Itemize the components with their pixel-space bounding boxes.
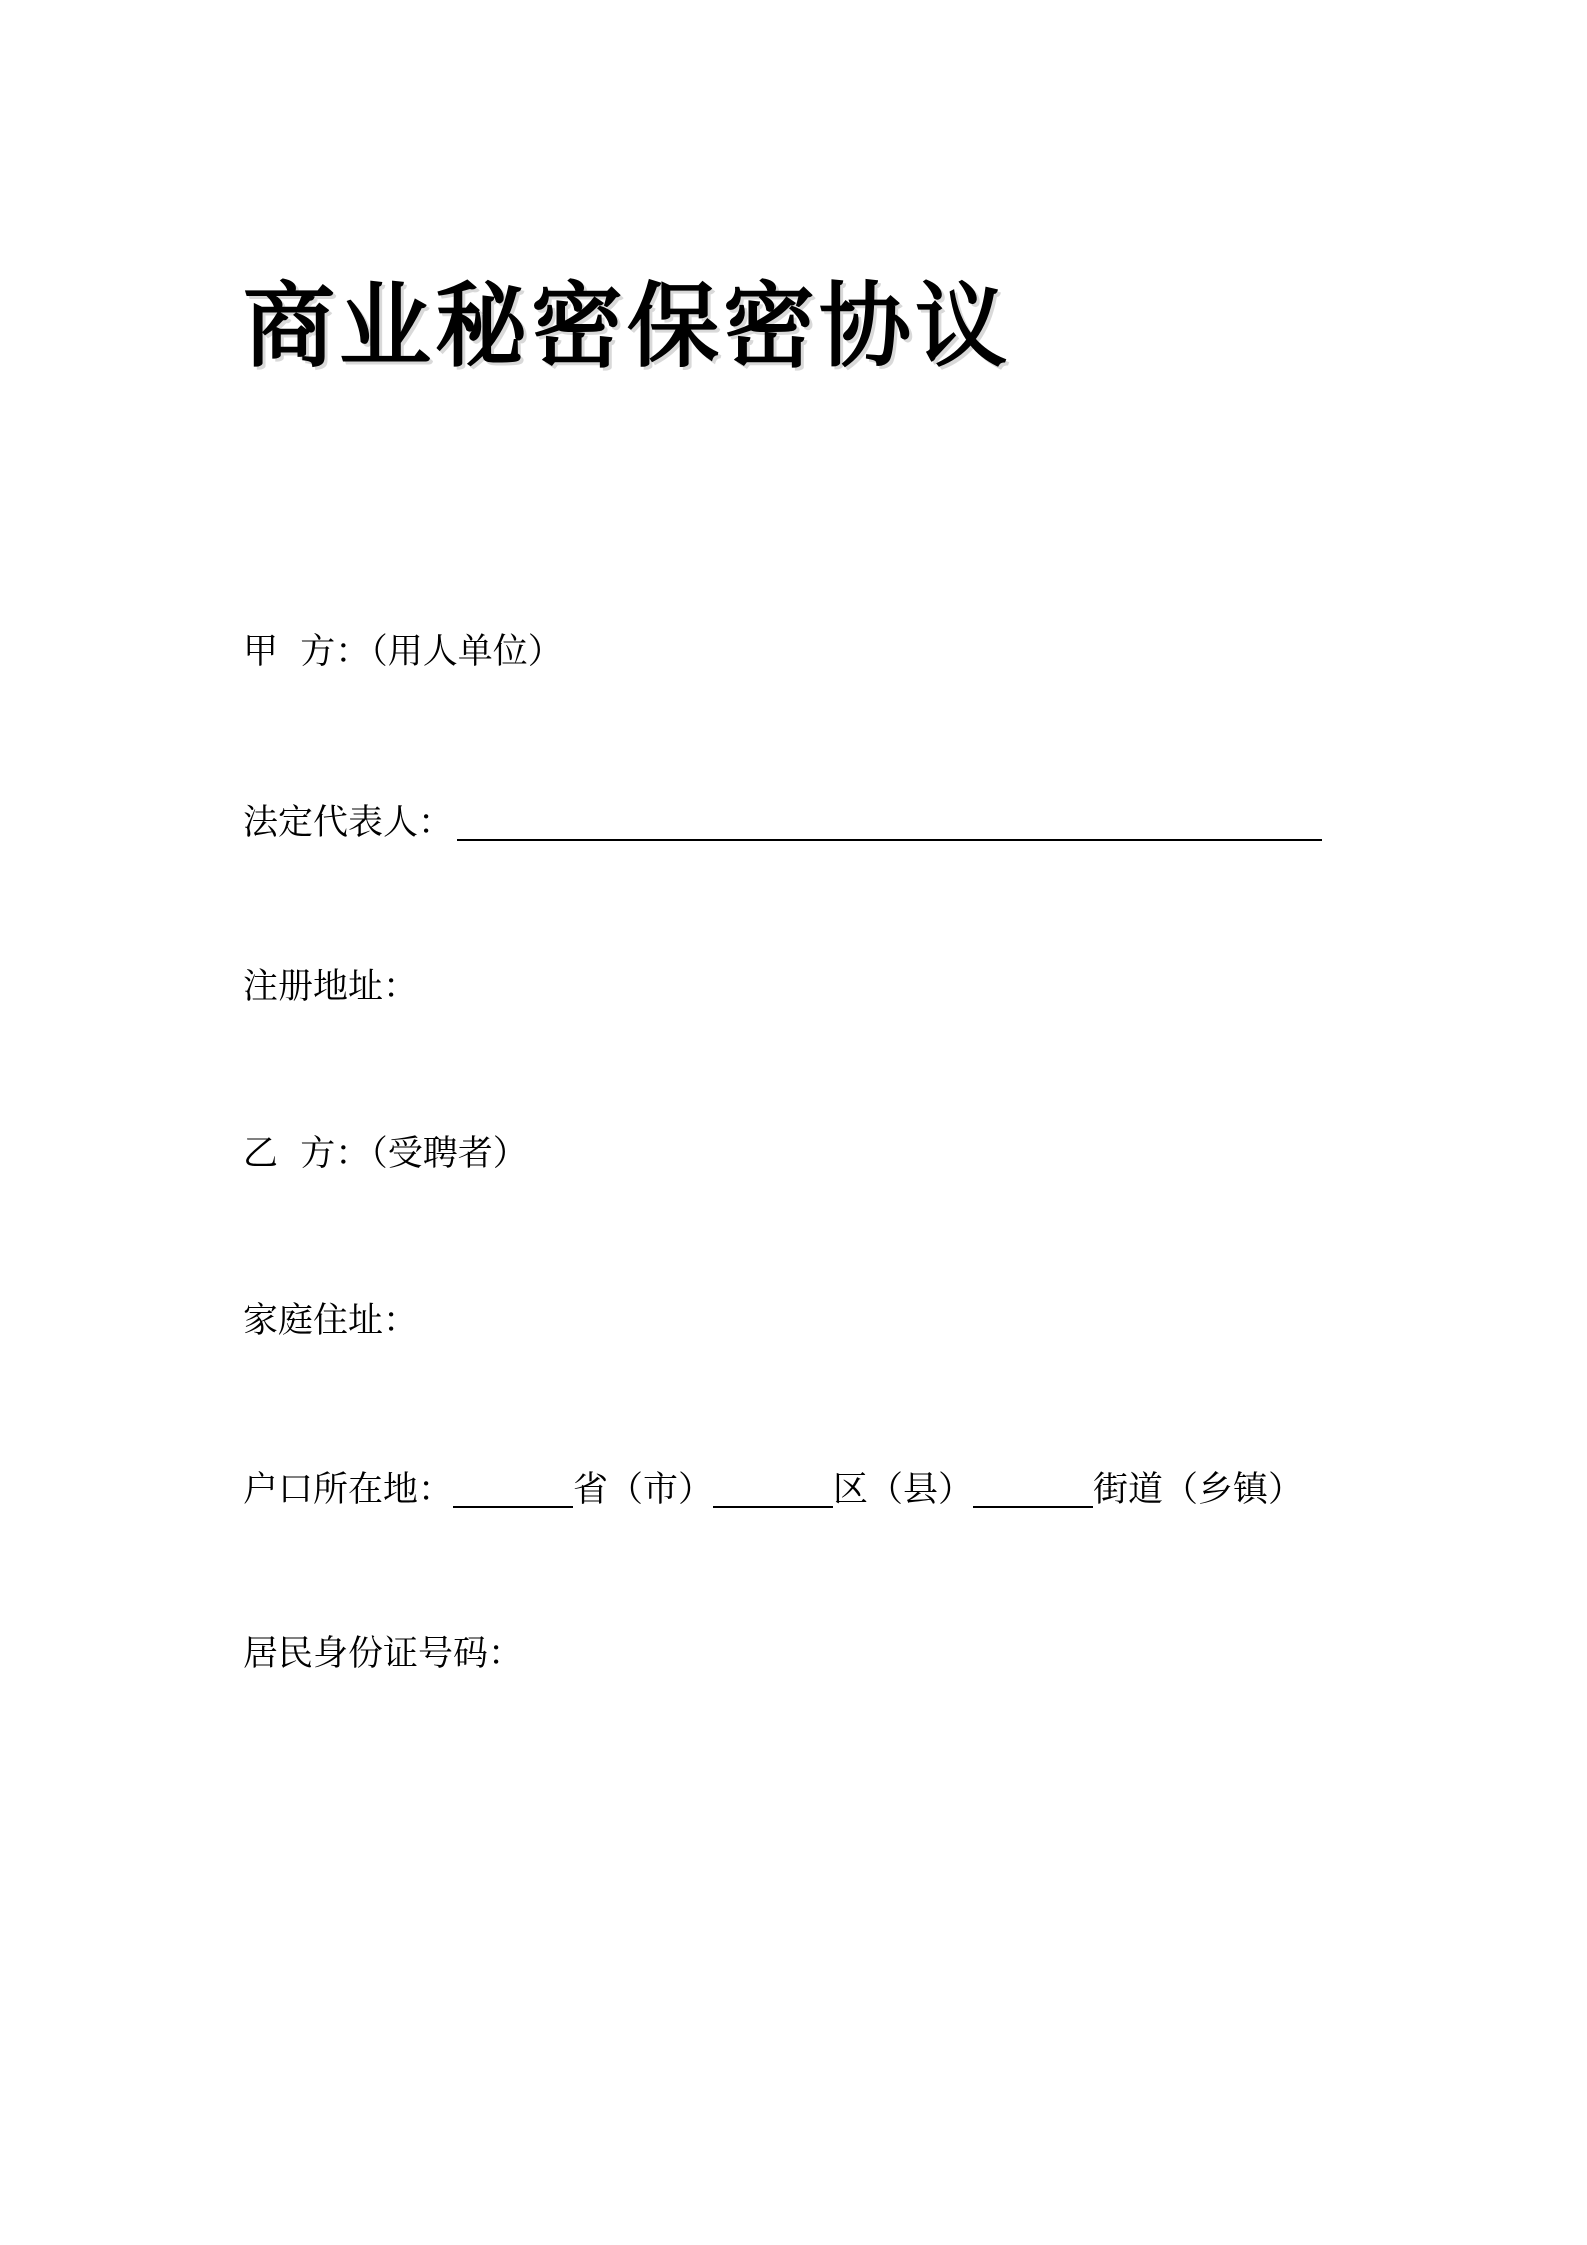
party-b-label: 乙 方：（受聘者） — [243, 1134, 528, 1174]
hukou-province-blank[interactable] — [453, 1470, 573, 1508]
home-address-line — [243, 1301, 419, 1341]
hukou-street-blank[interactable] — [973, 1470, 1093, 1508]
registered-address-label: 注册地址： — [243, 967, 419, 1007]
party-b-line — [243, 1134, 528, 1174]
legal-rep-label: 法定代表人： — [243, 803, 454, 843]
registered-address-line — [243, 967, 419, 1007]
document-title: 商业秘密保密协议 — [243, 272, 1012, 380]
hukou-label: 户口所在地： — [243, 1470, 454, 1510]
hukou-line — [243, 1470, 1303, 1508]
party-a-label: 甲 方：（用人单位） — [243, 632, 563, 672]
legal-rep-blank[interactable] — [457, 803, 1322, 841]
hukou-province-label: 省（市） — [573, 1470, 714, 1510]
id-number-label: 居民身份证号码： — [243, 1634, 524, 1674]
party-a-line — [243, 632, 563, 672]
hukou-district-blank[interactable] — [713, 1470, 833, 1508]
legal-rep-line — [243, 803, 1322, 841]
home-address-label: 家庭住址： — [243, 1301, 419, 1341]
hukou-district-label: 区（县） — [833, 1470, 974, 1510]
id-number-line — [243, 1634, 524, 1674]
hukou-street-label: 街道（乡镇） — [1093, 1470, 1304, 1510]
